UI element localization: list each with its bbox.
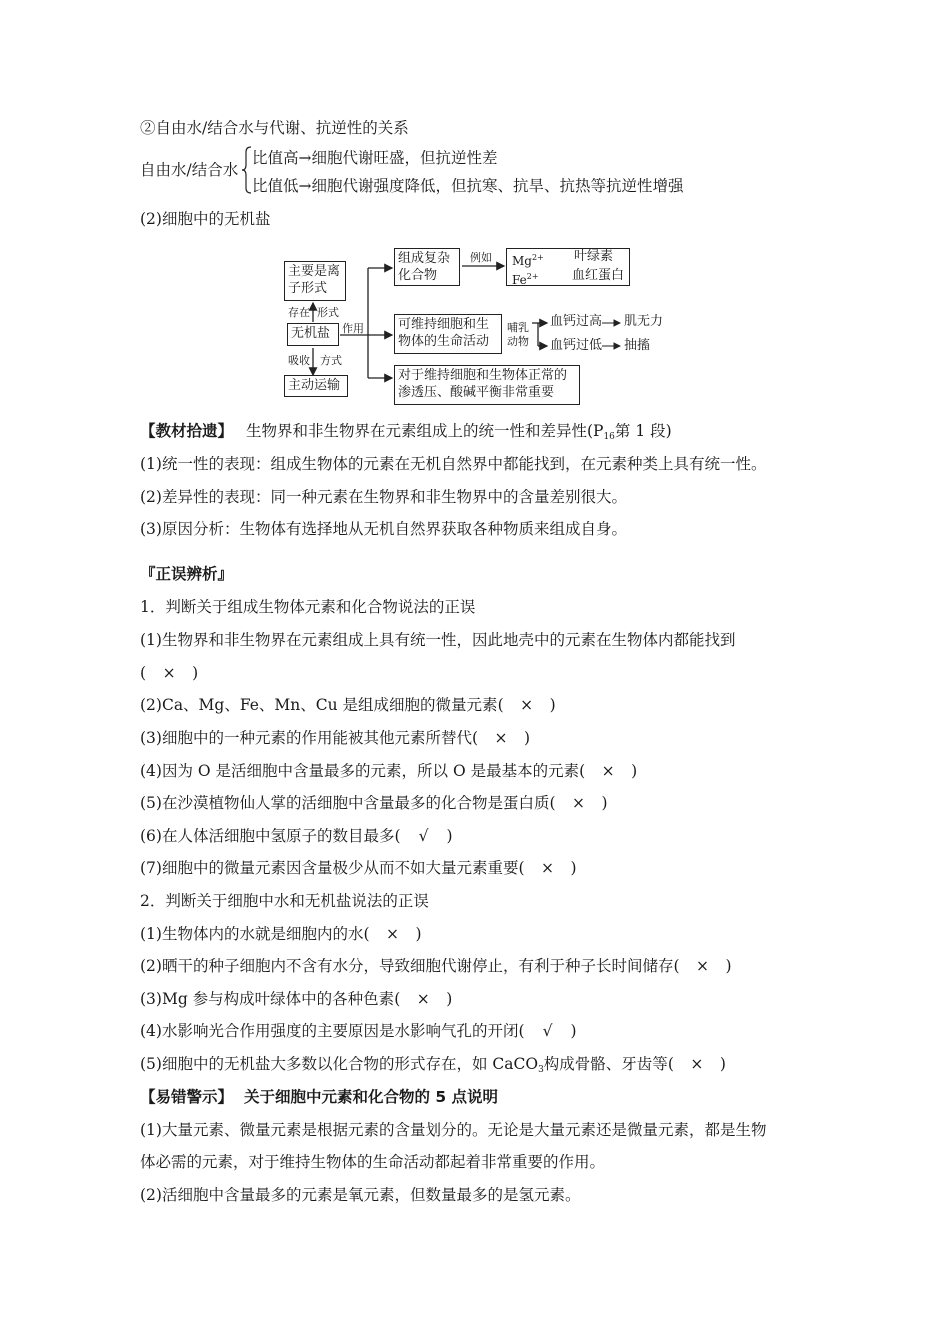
answer-mark: × bbox=[690, 1055, 704, 1073]
question-item: (6)在人体活细胞中氢原子的数目最多( √ ) bbox=[140, 827, 453, 845]
answer-mark: × bbox=[386, 925, 400, 943]
textbook-tag: 【教材拾遗】 bbox=[140, 422, 234, 440]
answer-mark: × bbox=[601, 762, 615, 780]
textbook-item: (2)差异性的表现：同一种元素在生物界和非生物界中的含量差别很大。 bbox=[140, 488, 627, 506]
warning-paragraph: 体必需的元素，对于维持生物体的生命活动都起着非常重要的作用。 bbox=[140, 1153, 606, 1171]
ratio-high: 比值高→细胞代谢旺盛，但抗逆性差 bbox=[252, 149, 498, 167]
answer-mark: √ bbox=[418, 827, 429, 845]
textbook-item: (1)统一性的表现：组成生物体的元素在无机自然界中都能找到，在元素种类上具有统一性。 bbox=[140, 455, 767, 473]
label-function: 作用 bbox=[342, 322, 364, 335]
warning-title: 【易错警示】 关于细胞中元素和化合物的 5 点说明 bbox=[140, 1088, 499, 1106]
textbook-item: (3)原因分析：生物体有选择地从无机自然界获取各种物质来组成自身。 bbox=[140, 520, 627, 538]
label-exist: 存在 bbox=[288, 306, 310, 319]
calcium-low: 血钙过低 bbox=[550, 338, 603, 353]
chlorophyll: 叶绿素 bbox=[574, 249, 614, 264]
question-item: (4)因为 O 是活细胞中含量最多的元素，所以 O 是最基本的元素( × ) bbox=[140, 762, 638, 780]
calcium-high: 血钙过高 bbox=[550, 314, 603, 329]
answer-mark: × bbox=[572, 794, 586, 812]
question-item: (7)细胞中的微量元素因含量极少从而不如大量元素重要( × ) bbox=[140, 859, 577, 877]
answer-mark: × bbox=[520, 696, 534, 714]
label-mammal: 哺乳动物 bbox=[507, 321, 529, 348]
muscle-weakness: 肌无力 bbox=[624, 314, 664, 329]
answer-mark: × bbox=[494, 729, 508, 747]
question-item: (5)细胞中的无机盐大多数以化合物的形式存在，如 CaCO$_3$构成骨骼、牙齿等( × ) bbox=[140, 1055, 726, 1075]
section-title: 『正误辨析』 bbox=[140, 565, 234, 583]
ratio-heading: ②自由水/结合水与代谢、抗逆性的关系 bbox=[140, 119, 409, 137]
ratio-label: 自由水/结合水 bbox=[140, 161, 239, 179]
answer-mark: × bbox=[541, 859, 555, 877]
hemoglobin: 血红蛋白 bbox=[572, 268, 625, 283]
brace-icon bbox=[242, 146, 252, 194]
warning-tag: 【易错警示】 bbox=[140, 1088, 234, 1106]
answer-mark: × bbox=[162, 664, 176, 682]
question-item: (2)晒干的种子细胞内不含有水分，导致细胞代谢停止，有利于种子长时间储存( × ) bbox=[140, 957, 732, 975]
box-ion-form: 主要是离子形式 bbox=[284, 261, 346, 301]
question-item: (4)水影响光合作用强度的主要原因是水影响气孔的开闭( √ ) bbox=[140, 1022, 577, 1040]
question-item: (5)在沙漠植物仙人掌的活细胞中含量最多的化合物是蛋白质( × ) bbox=[140, 794, 608, 812]
warning-paragraph: (1)大量元素、微量元素是根据元素的含量划分的。无论是大量元素还是微量元素，都是生物 bbox=[140, 1121, 767, 1139]
question-group-title: 2．判断关于细胞中水和无机盐说法的正误 bbox=[140, 892, 429, 910]
question-item: (3)Mg 参与构成叶绿体中的各种色素( × ) bbox=[140, 990, 453, 1008]
question-item: (1)生物体内的水就是细胞内的水( × ) bbox=[140, 925, 422, 943]
box-osmotic-pressure: 对于维持细胞和生物体正常的渗透压、酸碱平衡非常重要 bbox=[394, 365, 580, 405]
question-item: (3)细胞中的一种元素的作用能被其他元素所替代( × ) bbox=[140, 729, 531, 747]
answer-mark: √ bbox=[542, 1022, 553, 1040]
convulsion: 抽搐 bbox=[624, 338, 651, 353]
label-absorb: 吸收 bbox=[288, 354, 310, 367]
warning-paragraph: (2)活细胞中含量最多的元素是氧元素，但数量最多的是氢元素。 bbox=[140, 1186, 581, 1204]
label-example: 例如 bbox=[470, 251, 492, 264]
label-form: 形式 bbox=[317, 306, 339, 319]
box-inorganic-salt: 无机盐 bbox=[287, 323, 339, 346]
inorganic-salt-diagram bbox=[280, 248, 670, 408]
salt-heading: (2)细胞中的无机盐 bbox=[140, 210, 271, 228]
box-life-activity: 可维持细胞和生物体的生命活动 bbox=[394, 314, 502, 354]
answer-mark: × bbox=[416, 990, 430, 1008]
question-item-answer: ( × ) bbox=[140, 664, 199, 682]
question-item: (2)Ca、Mg、Fe、Mn、Cu 是组成细胞的微量元素( × ) bbox=[140, 696, 556, 714]
answer-mark: × bbox=[696, 957, 710, 975]
ion-mg: $Mg^{2+}$ bbox=[512, 253, 544, 268]
question-item: (1)生物界和非生物界在元素组成上具有统一性，因此地壳中的元素在生物体内都能找到 bbox=[140, 631, 736, 649]
textbook-title: 【教材拾遗】 生物界和非生物界在元素组成上的统一性和差异性($P_{16}$第 1 段) bbox=[140, 422, 672, 442]
ion-fe: $Fe^{2+}$ bbox=[512, 272, 539, 287]
label-method: 方式 bbox=[320, 354, 342, 367]
ratio-low: 比值低→细胞代谢强度降低，但抗寒、抗旱、抗热等抗逆性增强 bbox=[252, 177, 684, 195]
question-group-title: 1．判断关于组成生物体元素和化合物说法的正误 bbox=[140, 598, 476, 616]
box-complex-compound: 组成复杂化合物 bbox=[394, 248, 460, 286]
box-active-transport: 主动运输 bbox=[284, 375, 348, 397]
